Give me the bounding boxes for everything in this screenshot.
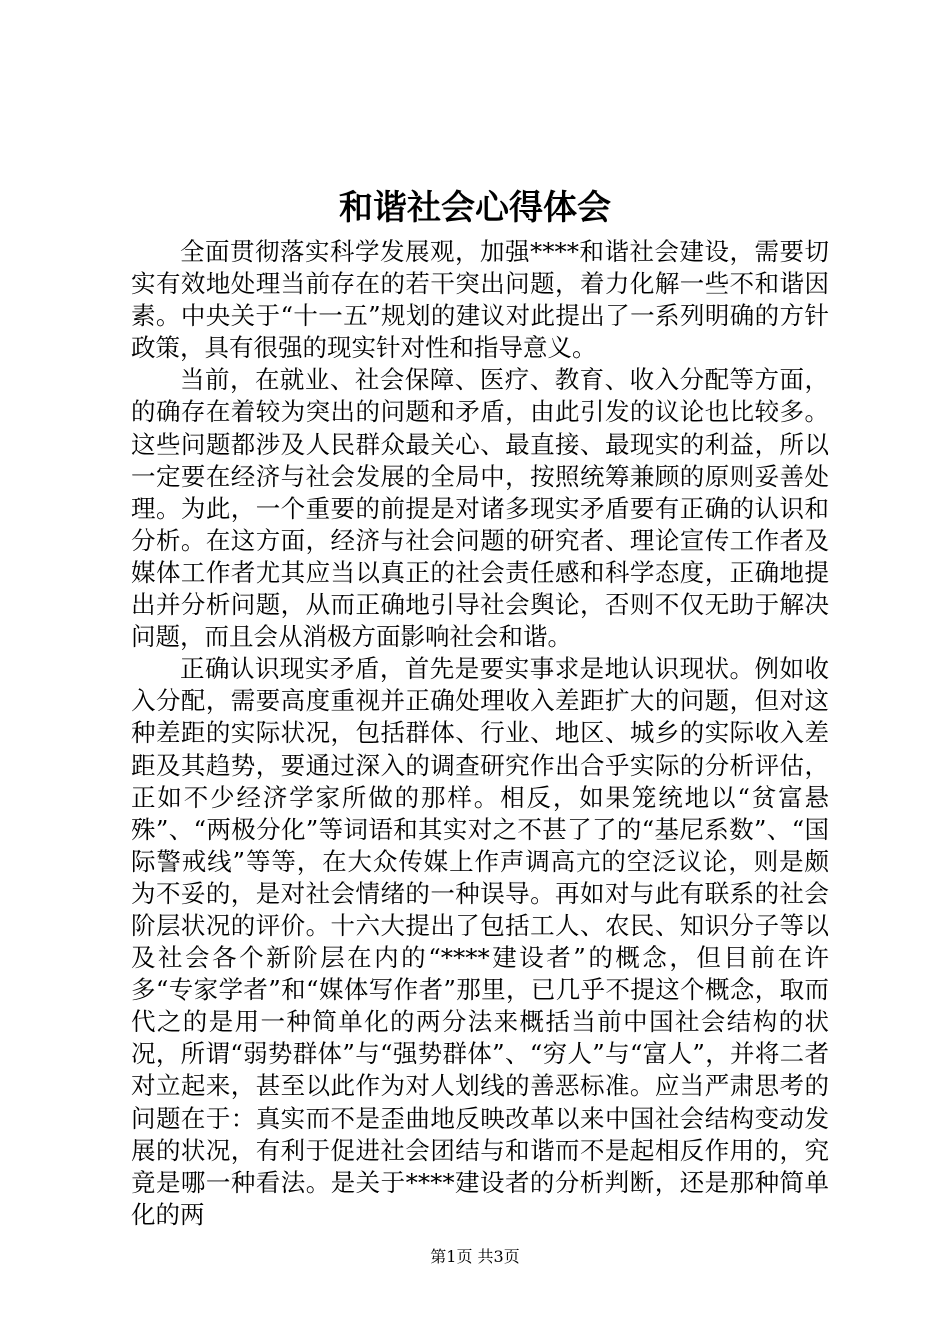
paragraph-3: 正确认识现实矛盾，首先是要实事求是地认识现状。例如收入分配，需要高度重视并正确处理收入差距扩大的问题，但对这种差距的实际状况，包括群体、行业、地区、城乡的实际收入差距及其趋势，要通过深入的调查研究作出合乎实际的分析评估，正如不少经济学家所做的那样。相反，如果笼统地以“贫富悬殊”、“两极分化”等词语和其实对之不甚了了的“基尼系数”、“国际警戒线”等等，在大众传媒上作声调高亢的空泛议论，则是颇为不妥的，是对社会情绪的一种误导。再如对与此有联系的社会阶层状况的评价。十六大提出了包括工人、农民、知识分子等以及社会各个新阶层在内的“****建设者”的概念，但目前在许多“专家学者”和“媒体写作者”那里，已几乎不提这个概念，取而代之的是用一种简单化的两分法来概括当前中国社会结构的状况，所谓“弱势群体”与“强势群体”、“穷人”与“富人”，并将二者对立起来，甚至以此作为对人划线的善恶标准。应当严肃思考的问题在于：真实而不是歪曲地反映改革以来中国社会结构变动发展的状况，有利于促进社会团结与和谐而不是起相反作用的，究竟是哪一种看法。是关于****建设者的分析判断，还是那种简单化的两 [131,654,829,1229]
document-title: 和谐社会心得体会 [339,188,611,228]
page-footer: 第1页 共3页 [430,1247,520,1266]
document-body [131,236,829,1231]
paragraph-2: 当前，在就业、社会保障、医疗、教育、收入分配等方面，的确存在着较为突出的问题和矛盾，由此引发的议论也比较多。这些问题都涉及人民群众最关心、最直接、最现实的利益，所以一定要在经济与社会发展的全局中，按照统筹兼顾的原则妥善处理。为此，一个重要的前提是对诸多现实矛盾要有正确的认识和分析。在这方面，经济与社会问题的研究者、理论宣传工作者及媒体工作者尤其应当以真正的社会责任感和科学态度，正确地提出并分析问题，从而正确地引导社会舆论，否则不仅无助于解决问题，而且会从消极方面影响社会和谐。 [131,365,829,652]
paragraph-1: 全面贯彻落实科学发展观，加强****和谐社会建设，需要切实有效地处理当前存在的若干突出问题，着力化解一些不和谐因素。中央关于“十一五”规划的建议对此提出了一系列明确的方针政策，具有很强的现实针对性和指导意义。 [131,237,829,363]
